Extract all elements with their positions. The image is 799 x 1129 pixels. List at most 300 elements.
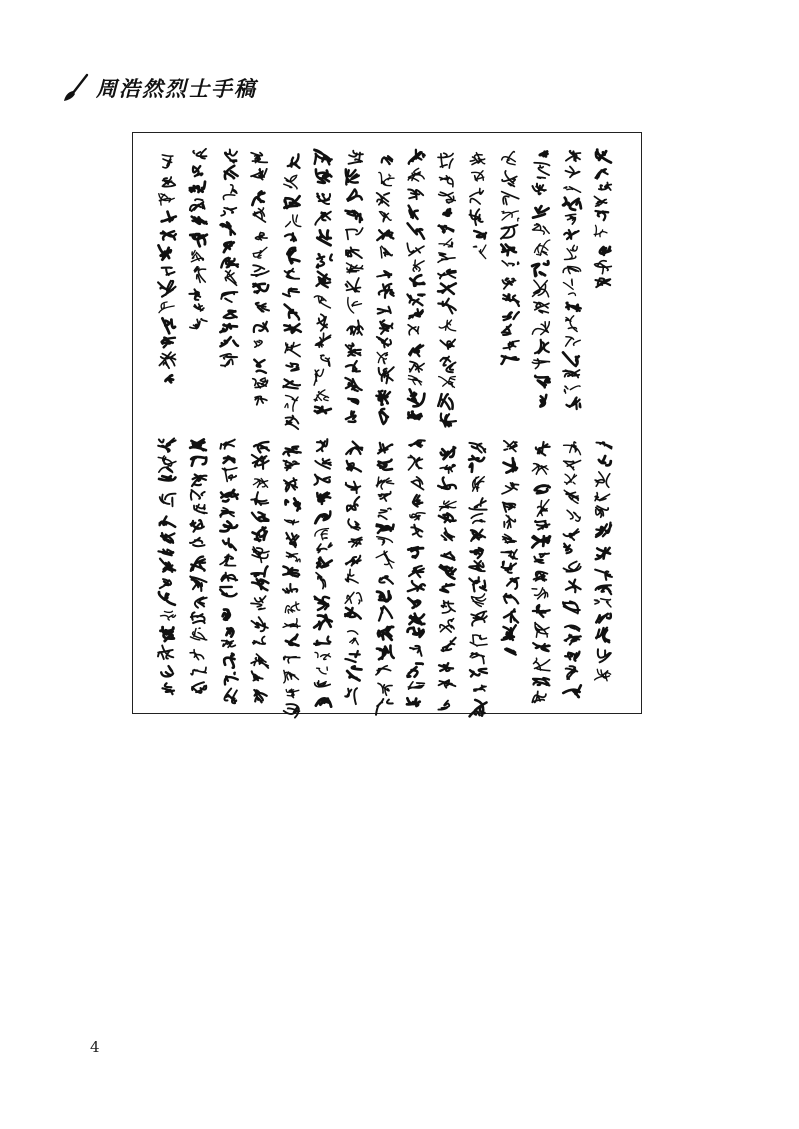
brush-glyph bbox=[407, 243, 424, 255]
brush-glyph bbox=[345, 651, 359, 662]
brush-glyph bbox=[193, 149, 206, 159]
brush-glyph bbox=[378, 307, 391, 314]
brush-glyph bbox=[595, 169, 607, 179]
brush-glyph bbox=[252, 654, 269, 668]
brush-glyph bbox=[376, 391, 390, 405]
brush-glyph bbox=[505, 649, 516, 655]
brush-glyph bbox=[346, 411, 356, 422]
brush-glyph bbox=[595, 669, 611, 681]
brush-glyph bbox=[220, 587, 237, 596]
brush-glyph bbox=[314, 637, 330, 645]
brush-glyph bbox=[163, 683, 175, 694]
handwriting-column bbox=[467, 143, 489, 423]
brush-glyph bbox=[470, 456, 485, 472]
brush-glyph bbox=[441, 584, 455, 592]
handwriting-column bbox=[156, 143, 178, 423]
brush-glyph bbox=[224, 242, 234, 252]
brush-glyph bbox=[285, 343, 300, 357]
brush-glyph bbox=[441, 340, 456, 350]
brush-glyph bbox=[284, 478, 297, 491]
brush-glyph bbox=[439, 239, 453, 247]
brush-glyph bbox=[379, 284, 394, 298]
brush-glyph bbox=[255, 442, 270, 453]
brush-glyph bbox=[162, 268, 175, 275]
handwriting-column bbox=[499, 433, 521, 708]
brush-glyph bbox=[254, 478, 268, 487]
brush-glyph bbox=[192, 475, 206, 487]
brush-glyph bbox=[376, 666, 391, 675]
brush-glyph bbox=[314, 597, 328, 610]
brush-glyph bbox=[315, 511, 330, 523]
brush-glyph bbox=[224, 185, 238, 200]
brush-glyph bbox=[472, 514, 486, 524]
brush-glyph bbox=[286, 689, 299, 698]
brush-glyph bbox=[596, 150, 611, 163]
brush-glyph bbox=[314, 475, 329, 485]
brush-glyph bbox=[565, 652, 579, 661]
brush-glyph bbox=[315, 333, 330, 347]
brush-glyph bbox=[254, 284, 269, 293]
brush-glyph bbox=[439, 299, 457, 314]
brush-glyph bbox=[226, 270, 237, 285]
brush-glyph bbox=[317, 194, 330, 205]
brush-glyph bbox=[565, 214, 575, 224]
brush-glyph bbox=[376, 699, 393, 715]
brush-glyph bbox=[502, 211, 519, 221]
brush-glyph bbox=[564, 230, 578, 239]
brush-glyph bbox=[224, 311, 237, 318]
brush-glyph bbox=[317, 254, 332, 268]
brush-glyph bbox=[565, 626, 580, 631]
brush-glyph bbox=[534, 485, 549, 493]
brush-glyph bbox=[346, 247, 362, 258]
brush-glyph bbox=[315, 407, 331, 413]
brush-glyph bbox=[314, 369, 323, 385]
brush-glyph bbox=[535, 340, 549, 353]
brush-glyph bbox=[345, 569, 358, 583]
brush-glyph bbox=[471, 548, 484, 558]
brush-glyph bbox=[532, 280, 548, 297]
brush-glyph bbox=[162, 155, 173, 168]
brush-glyph bbox=[409, 440, 425, 447]
brush-glyph bbox=[564, 245, 577, 259]
brush-glyph bbox=[254, 322, 268, 332]
brush-glyph bbox=[193, 166, 202, 176]
brush-glyph bbox=[252, 169, 268, 180]
brush-glyph bbox=[502, 261, 519, 266]
brush-glyph bbox=[471, 653, 485, 664]
brush-glyph bbox=[566, 580, 581, 593]
brush-glyph bbox=[253, 579, 269, 590]
brush-glyph bbox=[564, 386, 580, 393]
brush-glyph bbox=[471, 153, 485, 165]
brush-glyph bbox=[502, 503, 514, 512]
brush-glyph bbox=[315, 459, 331, 469]
brush-glyph bbox=[503, 312, 519, 320]
brush-glyph bbox=[377, 271, 391, 278]
brush-glyph bbox=[221, 337, 238, 346]
brush-glyph bbox=[192, 217, 207, 224]
brush-glyph bbox=[596, 523, 611, 537]
brush-glyph bbox=[286, 363, 298, 371]
brush-glyph bbox=[159, 352, 175, 368]
brush-glyph bbox=[533, 678, 549, 685]
brush-glyph bbox=[408, 168, 424, 181]
brush-glyph bbox=[158, 550, 173, 556]
brush-glyph bbox=[225, 166, 238, 179]
brush-glyph bbox=[345, 278, 360, 292]
brush-glyph bbox=[565, 337, 580, 346]
brush-glyph bbox=[539, 152, 547, 157]
brush-glyph bbox=[563, 198, 581, 210]
brush-glyph bbox=[470, 669, 487, 677]
brush-glyph bbox=[254, 247, 268, 258]
brush-glyph bbox=[285, 233, 296, 241]
brush-glyph bbox=[566, 316, 578, 332]
brush-glyph bbox=[378, 627, 393, 640]
brush-glyph bbox=[283, 289, 299, 297]
brush-glyph bbox=[252, 492, 269, 505]
brush-glyph bbox=[317, 493, 330, 504]
brush-glyph bbox=[160, 494, 176, 507]
brush-glyph bbox=[440, 565, 456, 579]
brush-glyph bbox=[439, 320, 456, 331]
brush-glyph bbox=[345, 592, 362, 603]
brush-glyph bbox=[225, 689, 237, 704]
brush-glyph bbox=[534, 240, 549, 256]
brush-glyph bbox=[566, 666, 578, 679]
handwriting-column bbox=[499, 143, 521, 423]
brush-icon bbox=[62, 73, 90, 103]
brush-glyph bbox=[534, 163, 549, 178]
brush-glyph bbox=[410, 614, 425, 625]
brush-glyph bbox=[221, 440, 235, 449]
brush-glyph bbox=[317, 558, 332, 568]
brush-glyph bbox=[600, 247, 610, 255]
brush-glyph bbox=[194, 267, 205, 283]
brush-glyph bbox=[220, 354, 237, 367]
brush-glyph bbox=[284, 305, 299, 320]
brush-glyph bbox=[377, 525, 394, 533]
brush-glyph bbox=[345, 211, 362, 222]
brush-glyph bbox=[567, 510, 580, 521]
handwriting-column bbox=[249, 433, 271, 708]
brush-glyph bbox=[440, 501, 457, 510]
brush-glyph bbox=[191, 457, 206, 466]
brush-glyph bbox=[532, 322, 549, 335]
brush-glyph bbox=[408, 664, 423, 677]
brush-glyph bbox=[225, 150, 237, 163]
brush-glyph bbox=[314, 615, 332, 629]
brush-glyph bbox=[158, 456, 176, 473]
brush-glyph bbox=[252, 265, 269, 276]
manuscript-image bbox=[132, 132, 642, 714]
brush-glyph bbox=[224, 654, 234, 668]
brush-glyph bbox=[409, 376, 422, 385]
brush-glyph bbox=[379, 367, 394, 383]
brush-glyph bbox=[563, 461, 580, 470]
brush-glyph bbox=[596, 614, 610, 623]
brush-glyph bbox=[223, 468, 238, 482]
brush-glyph bbox=[533, 643, 550, 651]
brush-glyph bbox=[377, 193, 390, 206]
brush-glyph bbox=[159, 476, 175, 480]
brush-glyph bbox=[444, 209, 452, 216]
brush-glyph bbox=[470, 561, 486, 571]
brush-glyph bbox=[501, 625, 515, 640]
brush-glyph bbox=[253, 547, 270, 562]
brush-glyph bbox=[346, 169, 359, 184]
brush-glyph bbox=[438, 394, 452, 409]
brush-glyph bbox=[283, 175, 296, 189]
brush-glyph bbox=[253, 378, 268, 388]
brush-glyph bbox=[470, 209, 483, 225]
brush-glyph bbox=[408, 294, 425, 305]
manuscript-top-sheet bbox=[133, 143, 641, 423]
brush-glyph bbox=[380, 212, 392, 222]
brush-glyph bbox=[316, 573, 325, 589]
brush-glyph bbox=[283, 619, 300, 628]
brush-glyph bbox=[532, 261, 548, 276]
brush-glyph bbox=[534, 554, 549, 563]
brush-glyph bbox=[227, 628, 234, 636]
brush-glyph bbox=[532, 691, 546, 702]
brush-glyph bbox=[565, 167, 579, 178]
brush-glyph bbox=[563, 267, 580, 274]
brush-glyph bbox=[253, 192, 265, 206]
brush-glyph bbox=[409, 345, 423, 356]
brush-glyph bbox=[221, 490, 238, 502]
brush-glyph bbox=[284, 395, 297, 411]
brush-glyph bbox=[160, 559, 175, 572]
handwriting-column bbox=[561, 143, 583, 423]
brush-glyph bbox=[439, 192, 456, 203]
brush-glyph bbox=[379, 172, 394, 185]
handwriting-column bbox=[561, 433, 583, 708]
brush-glyph bbox=[346, 361, 360, 372]
brush-glyph bbox=[438, 283, 456, 294]
brush-glyph bbox=[284, 324, 301, 333]
brush-glyph bbox=[563, 279, 575, 296]
brush-glyph bbox=[190, 650, 204, 660]
brush-glyph bbox=[286, 552, 300, 562]
brush-glyph bbox=[191, 612, 205, 623]
brush-glyph bbox=[255, 690, 267, 702]
brush-glyph bbox=[502, 171, 517, 187]
brush-glyph bbox=[161, 627, 174, 641]
brush-glyph bbox=[163, 177, 176, 187]
brush-glyph bbox=[534, 302, 549, 313]
brush-glyph bbox=[564, 474, 576, 484]
brush-glyph bbox=[283, 447, 300, 456]
brush-glyph bbox=[598, 649, 611, 662]
brush-glyph bbox=[438, 153, 453, 168]
brush-glyph bbox=[225, 673, 238, 685]
brush-glyph bbox=[252, 566, 268, 576]
brush-glyph bbox=[440, 619, 454, 633]
brush-glyph bbox=[440, 465, 455, 474]
brush-glyph bbox=[195, 597, 207, 607]
brush-glyph bbox=[408, 389, 424, 406]
brush-glyph bbox=[563, 370, 579, 378]
brush-glyph bbox=[470, 443, 486, 453]
brush-glyph bbox=[346, 442, 362, 455]
brush-glyph bbox=[439, 701, 450, 710]
brush-glyph bbox=[192, 251, 204, 262]
brush-glyph bbox=[441, 357, 456, 373]
brush-glyph bbox=[317, 439, 327, 451]
brush-glyph bbox=[438, 270, 456, 279]
brush-glyph bbox=[378, 460, 392, 470]
brush-glyph bbox=[596, 278, 611, 287]
brush-glyph bbox=[407, 698, 420, 706]
brush-glyph bbox=[347, 320, 363, 335]
brush-glyph bbox=[596, 211, 609, 220]
handwriting-column bbox=[187, 433, 209, 708]
brush-glyph bbox=[346, 263, 362, 273]
brush-glyph bbox=[438, 253, 455, 262]
brush-glyph bbox=[377, 646, 394, 660]
brush-glyph bbox=[475, 231, 487, 239]
brush-glyph bbox=[563, 442, 580, 455]
brush-glyph bbox=[283, 584, 297, 593]
brush-glyph bbox=[537, 500, 549, 517]
brush-glyph bbox=[595, 472, 610, 487]
brush-glyph bbox=[287, 248, 299, 263]
brush-glyph bbox=[285, 635, 298, 646]
handwriting-column bbox=[530, 433, 552, 708]
brush-glyph bbox=[345, 378, 361, 391]
brush-glyph bbox=[316, 667, 327, 674]
brush-glyph bbox=[221, 522, 238, 532]
brush-glyph bbox=[413, 260, 424, 271]
brush-glyph bbox=[159, 592, 175, 605]
brush-glyph bbox=[223, 539, 236, 550]
brush-glyph bbox=[314, 296, 330, 308]
brush-glyph bbox=[376, 551, 394, 568]
brush-glyph bbox=[346, 343, 361, 356]
brush-glyph bbox=[533, 206, 548, 217]
brush-glyph bbox=[285, 602, 300, 613]
brush-glyph bbox=[501, 192, 518, 205]
brush-glyph bbox=[347, 190, 362, 201]
brush-glyph bbox=[596, 442, 611, 448]
brush-glyph bbox=[190, 439, 206, 450]
brush-glyph bbox=[221, 222, 235, 235]
brush-glyph bbox=[222, 640, 236, 647]
brush-glyph bbox=[376, 477, 393, 489]
brush-glyph bbox=[594, 225, 607, 236]
handwriting-column bbox=[281, 143, 303, 423]
brush-glyph bbox=[286, 533, 298, 547]
brush-glyph bbox=[507, 578, 519, 589]
brush-glyph bbox=[536, 442, 550, 456]
brush-glyph bbox=[314, 390, 329, 401]
brush-glyph bbox=[256, 396, 268, 404]
brush-glyph bbox=[377, 337, 391, 348]
brush-glyph bbox=[377, 591, 390, 601]
brush-glyph bbox=[503, 458, 516, 472]
brush-glyph bbox=[566, 398, 580, 410]
brush-glyph bbox=[283, 656, 299, 663]
brush-glyph bbox=[348, 398, 358, 404]
brush-glyph bbox=[408, 581, 425, 591]
brush-glyph bbox=[596, 506, 608, 517]
brush-glyph bbox=[566, 303, 581, 311]
brush-glyph bbox=[190, 234, 207, 246]
brush-glyph bbox=[316, 698, 331, 706]
brush-glyph bbox=[345, 688, 357, 704]
brush-glyph bbox=[159, 245, 171, 259]
brush-glyph bbox=[408, 189, 423, 199]
brush-glyph bbox=[190, 577, 206, 592]
brush-glyph bbox=[320, 355, 329, 366]
brush-glyph bbox=[563, 685, 581, 697]
brush-glyph bbox=[377, 537, 393, 545]
handwriting-column bbox=[374, 143, 396, 423]
brush-glyph bbox=[532, 588, 548, 599]
brush-glyph bbox=[504, 609, 518, 622]
brush-glyph bbox=[474, 245, 487, 259]
brush-glyph bbox=[470, 498, 487, 509]
brush-glyph bbox=[190, 199, 205, 211]
brush-glyph bbox=[564, 490, 578, 503]
brush-glyph bbox=[470, 189, 483, 205]
brush-glyph bbox=[159, 194, 175, 205]
brush-glyph bbox=[410, 646, 422, 656]
brush-glyph bbox=[378, 508, 390, 519]
brush-glyph bbox=[504, 515, 515, 528]
brush-glyph bbox=[595, 599, 611, 607]
brush-glyph bbox=[410, 362, 425, 373]
brush-glyph bbox=[379, 492, 391, 501]
brush-glyph bbox=[284, 269, 299, 279]
brush-glyph bbox=[314, 681, 330, 687]
handwriting-column bbox=[530, 143, 552, 423]
brush-glyph bbox=[160, 579, 171, 588]
brush-glyph bbox=[162, 338, 175, 348]
brush-glyph bbox=[346, 556, 361, 566]
brush-glyph bbox=[501, 550, 517, 559]
brush-glyph bbox=[316, 272, 330, 288]
brush-glyph bbox=[285, 499, 299, 511]
handwriting-column bbox=[467, 433, 489, 708]
brush-glyph bbox=[314, 150, 331, 165]
brush-glyph bbox=[503, 594, 517, 604]
brush-glyph bbox=[439, 663, 453, 671]
brush-glyph bbox=[283, 670, 298, 682]
brush-glyph bbox=[596, 585, 612, 594]
brush-glyph bbox=[532, 184, 545, 195]
brush-glyph bbox=[252, 617, 268, 631]
brush-glyph bbox=[191, 667, 206, 674]
handwriting-column bbox=[218, 433, 240, 708]
brush-glyph bbox=[285, 215, 300, 227]
brush-glyph bbox=[408, 682, 424, 689]
brush-glyph bbox=[255, 360, 267, 373]
brush-glyph bbox=[438, 478, 456, 489]
brush-glyph bbox=[471, 635, 488, 646]
handwriting-column bbox=[343, 433, 365, 708]
brush-glyph bbox=[408, 598, 420, 608]
brush-glyph bbox=[194, 304, 204, 311]
brush-glyph bbox=[563, 562, 580, 572]
brush-glyph bbox=[563, 529, 578, 540]
brush-glyph bbox=[442, 552, 455, 560]
brush-glyph bbox=[317, 314, 327, 331]
brush-glyph bbox=[316, 169, 332, 183]
brush-glyph bbox=[409, 309, 423, 318]
